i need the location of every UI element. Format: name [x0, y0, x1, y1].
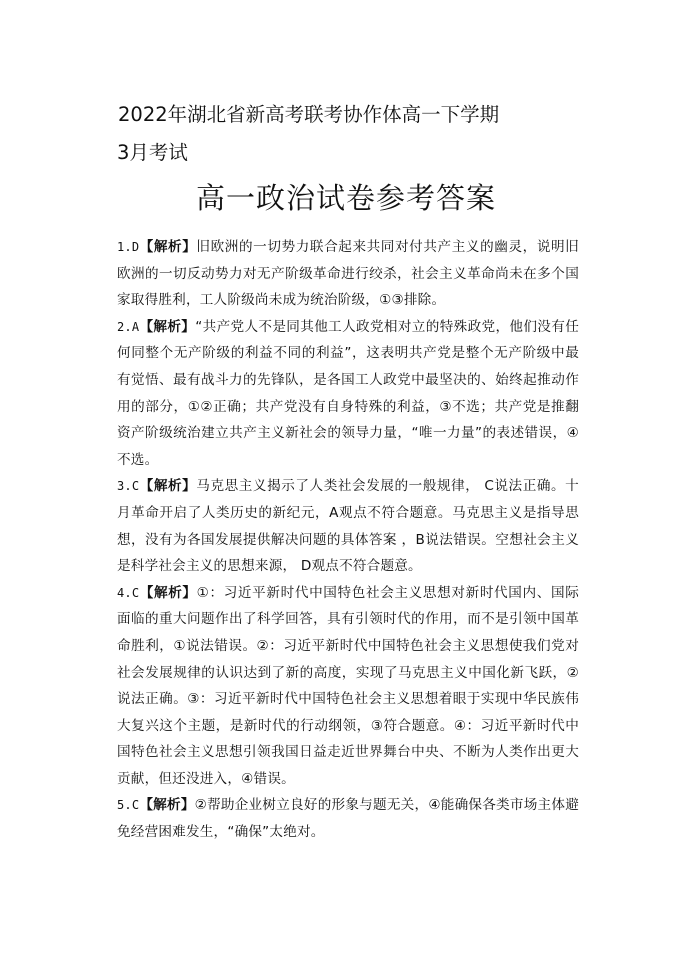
exam-title-line2: 3月考试 — [117, 141, 188, 164]
answer-choice: A — [131, 319, 140, 334]
answer-choice: C — [131, 479, 140, 494]
answer-text: ②帮助企业树立良好的形象与题无关，④能确保各类市场主体避免经营困难发生，“确保”太绝对。 — [117, 797, 579, 841]
exam-title — [118, 96, 638, 172]
answer-number: 3. — [117, 479, 132, 494]
answer-item — [117, 234, 579, 314]
analysis-tag: 【解析】 — [139, 797, 195, 814]
answer-list — [117, 234, 579, 846]
answer-item — [117, 580, 579, 793]
answer-choice: C — [131, 798, 140, 813]
answer-item — [117, 473, 579, 579]
answer-item — [117, 314, 579, 474]
answer-text: 马克思主义揭示了人类社会发展的一般规律， C说法正确。十月革命开启了人类历史的新纪元，A观点不符合题意。马克思主义是指导思想，没有为各国发展提供解决问题的具体答案 ，B说法错误。空想社会主义是科学社会主义的思想来源， D观点不符合题意。 — [117, 478, 579, 575]
answer-number: 2. — [117, 319, 132, 334]
answer-text: “共产党人不是同其他工人政党相对立的特殊政党，他们没有任何同整个无产阶级的利益不同的利益”，这表明共产党是整个无产阶级中最有觉悟、最有战斗力的先锋队，是各国工人政党中最坚决的、始终起推动作用的部分，①②正确；共产党没有自身特殊的利益，③不选；共产党是推翻资产阶级统治建立共产主义新社会的领导力量，“唯一力量”的表述错误，④不选。 — [117, 318, 579, 468]
analysis-tag: 【解析】 — [139, 318, 196, 335]
answer-text: ①：习近平新时代中国特色社会主义思想对新时代国内、国际面临的重大问题作出了科学回答，具有引领时代的作用，而不是引领中国革命胜利，①说法错误。②：习近平新时代中国特色社会主义思想使我们党对社会发展规律的认识达到了新的高度，实现了马克思主义中国化新飞跃，②说法正确。③：习近平新时代中国特色社会主义思想着眼于实现中华民族伟大复兴这个主题，是新时代的行动纲领，③符合题意。④：习近平新时代中国特色社会主义思想引领我国日益走近世界舞台中央、不断为人类作出更大贡献，但还没进入，④错误。 — [117, 584, 579, 787]
analysis-tag: 【解析】 — [139, 584, 197, 601]
answer-text: 旧欧洲的一切势力联合起来共同对付共产主义的幽灵，说明旧欧洲的一切反动势力对无产阶级革命进行绞杀，社会主义革命尚未在多个国家取得胜利，工人阶级尚未成为统治阶级，①③排除。 — [117, 239, 579, 309]
analysis-tag: 【解析】 — [139, 239, 197, 255]
exam-title-line1: 2022年湖北省新高考联考协作体高一下学期 — [118, 103, 500, 126]
answer-choice: C — [131, 585, 140, 600]
answer-number: 4. — [117, 585, 132, 600]
answer-number: 1. — [117, 240, 132, 254]
answer-item — [117, 792, 579, 845]
analysis-tag: 【解析】 — [139, 478, 197, 495]
document-title: 高一政治试卷参考答案 — [195, 181, 496, 215]
answer-number: 5. — [117, 798, 132, 813]
answer-choice: D — [131, 240, 140, 254]
